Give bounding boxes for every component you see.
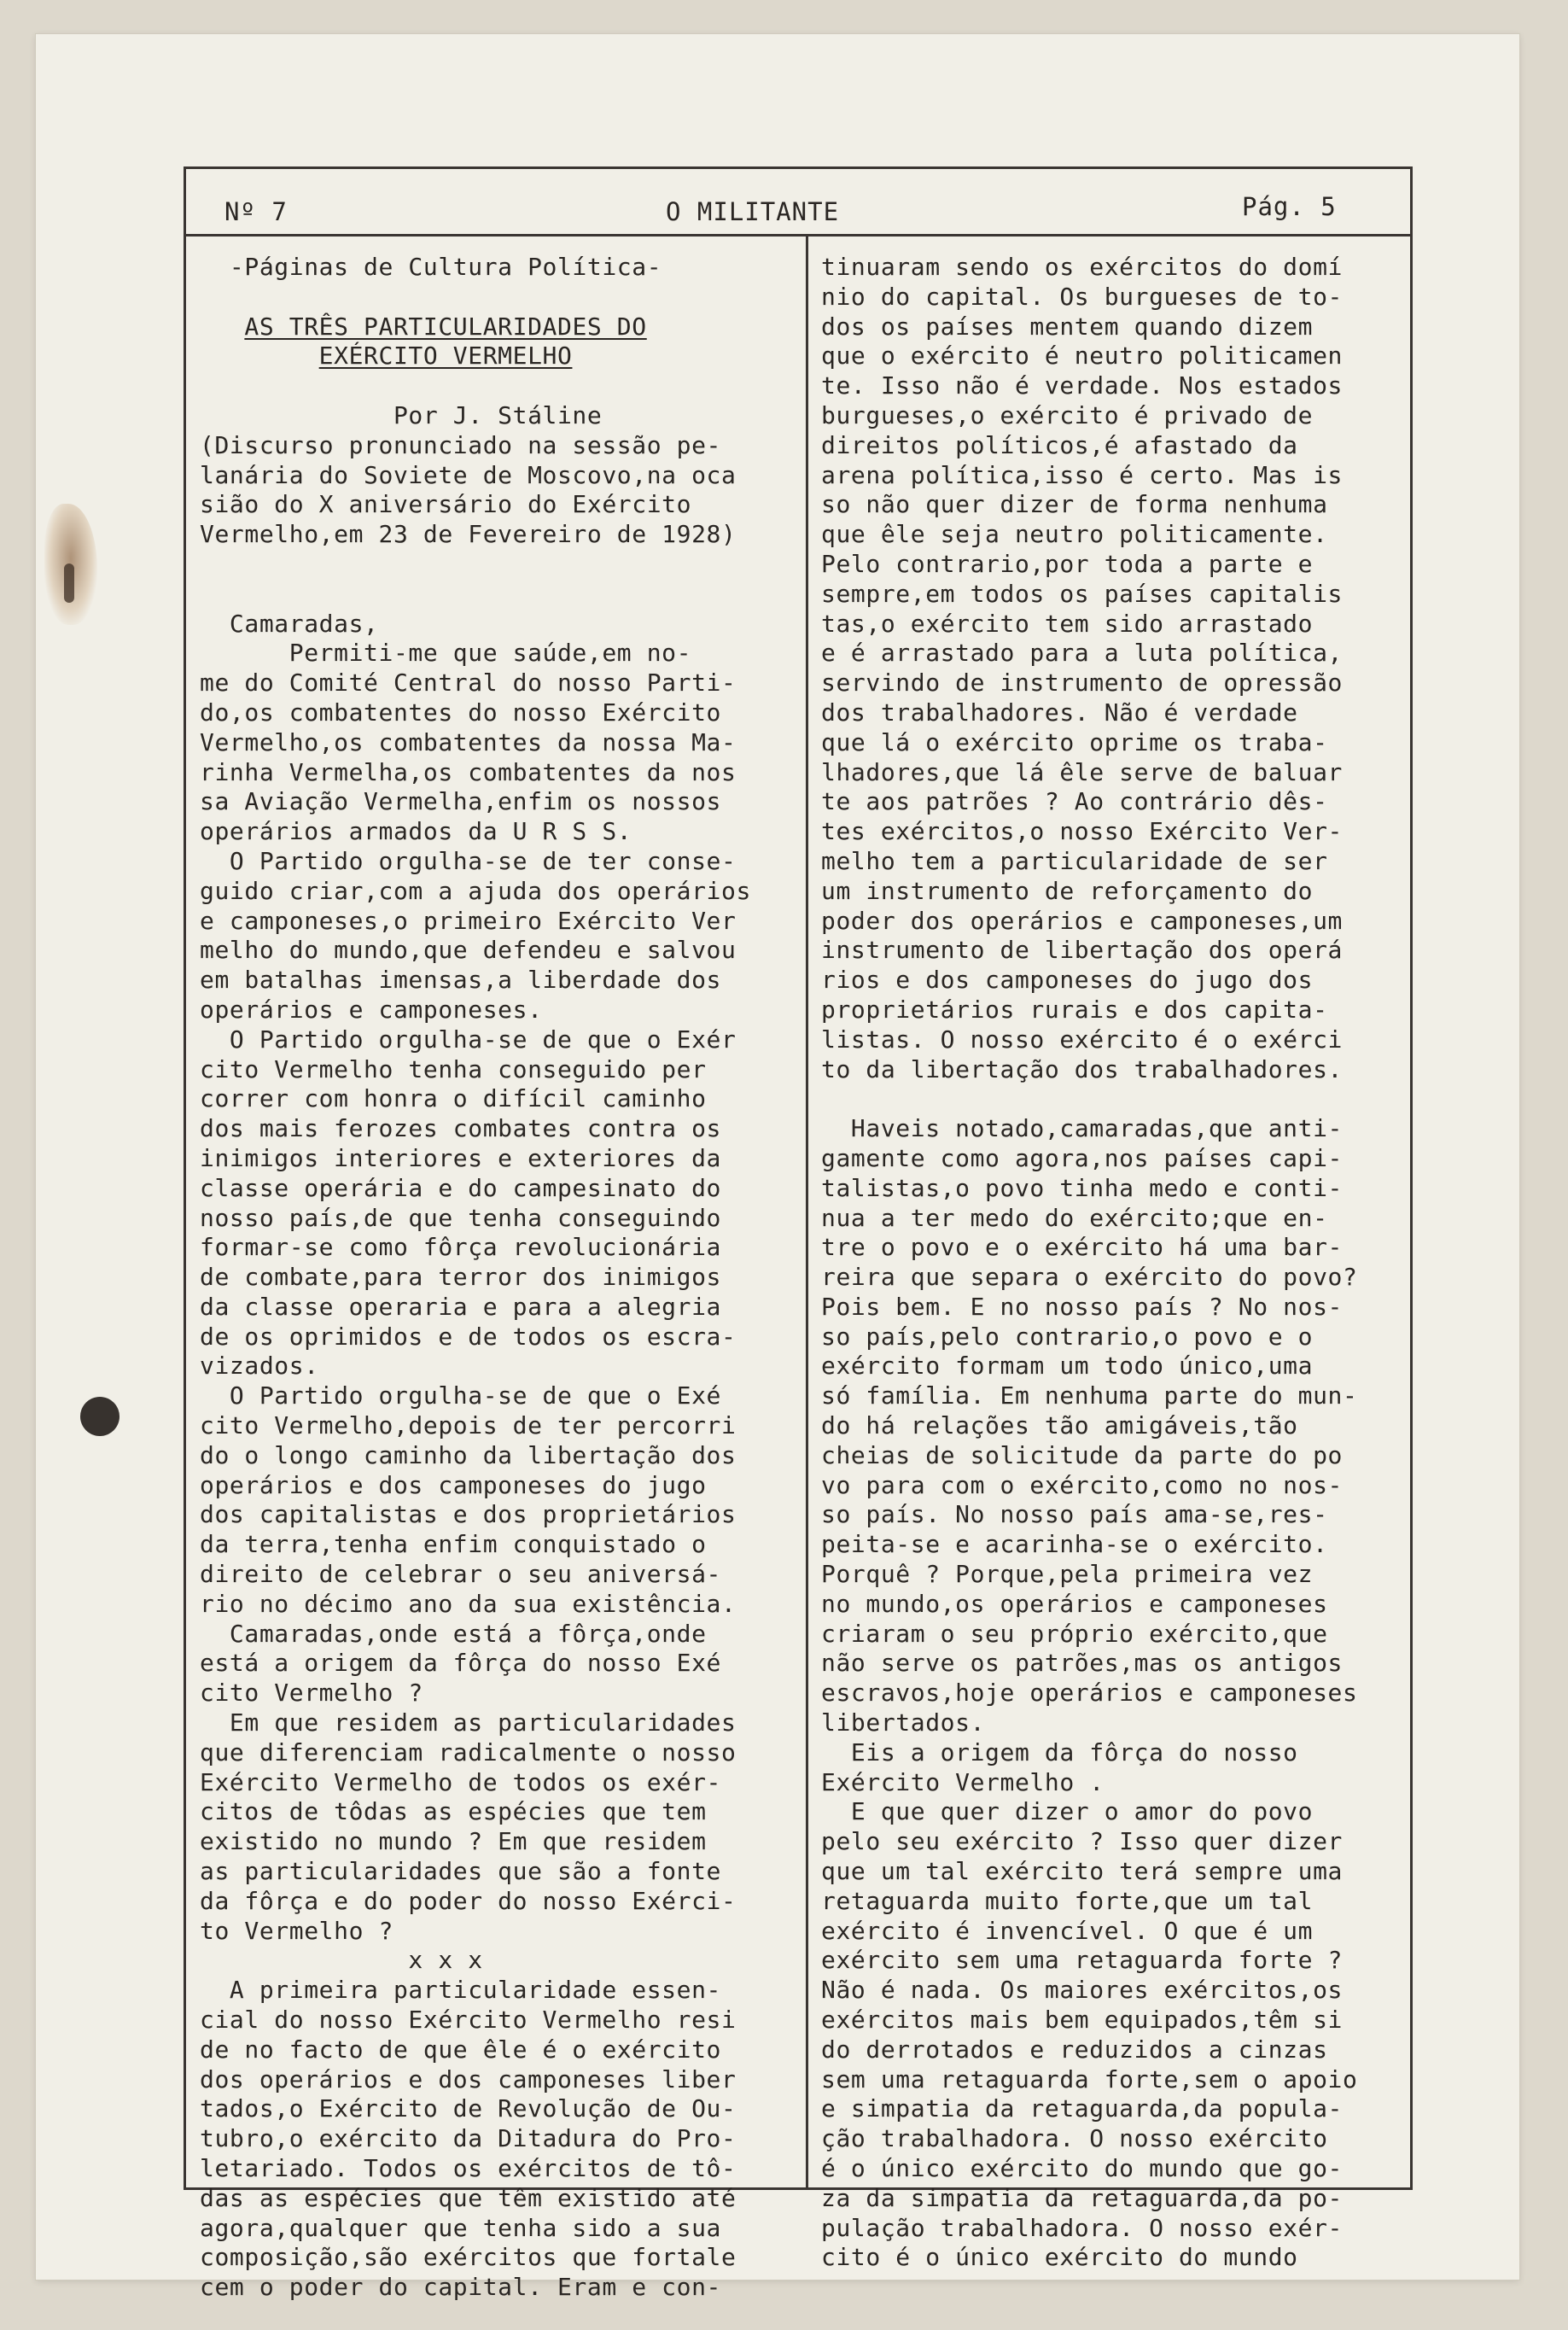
text-line: instrumento de libertação dos operá bbox=[821, 936, 1344, 965]
headline-underlined: EXÉRCITO VERMELHO bbox=[318, 342, 573, 371]
text-line: nosso país,de que tenha conseguindo bbox=[200, 1203, 722, 1232]
punch-hole bbox=[80, 1397, 119, 1436]
text-line: sempre,em todos os países capitalis bbox=[821, 579, 1344, 608]
text-line: sem uma retaguarda forte,sem o apoio bbox=[821, 2064, 1358, 2093]
text-line: que diferenciam radicalmente o nosso bbox=[200, 1737, 737, 1766]
text-line: so não quer dizer de forma nenhuma bbox=[821, 490, 1328, 519]
text-line: O Partido orgulha-se de que o Exér bbox=[200, 1025, 737, 1054]
text-line bbox=[821, 1084, 1410, 1114]
text-line: dos operários e dos camponeses liber bbox=[200, 2064, 737, 2093]
text-line: cem o poder do capital. Eram e con- bbox=[200, 2273, 722, 2302]
text-line: Vermelho,em 23 de Fevereiro de 1928) bbox=[200, 520, 737, 549]
text-line: só família. Em nenhuma parte do mun- bbox=[821, 1381, 1358, 1410]
text-line: nua a ter medo do exército;que en- bbox=[821, 1203, 1328, 1232]
text-line: to da libertação dos trabalhadores. bbox=[821, 1054, 1344, 1083]
text-line: exército é invencível. O que é um bbox=[821, 1916, 1314, 1945]
text-line: to Vermelho ? bbox=[200, 1916, 393, 1945]
rust-mark bbox=[64, 564, 74, 603]
text-line: E que quer dizer o amor do povo bbox=[821, 1797, 1314, 1826]
text-line: da fôrça e do poder do nosso Exérci- bbox=[200, 1886, 737, 1915]
text-line: Haveis notado,camaradas,que anti- bbox=[821, 1114, 1344, 1143]
text-line: rinha Vermelha,os combatentes da nos bbox=[200, 757, 737, 786]
text-line: escravos,hoje operários e camponeses bbox=[821, 1679, 1358, 1708]
text-line: das as espécies que têm existido até bbox=[200, 2183, 737, 2212]
text-line: está a origem da fôrça do nosso Exé bbox=[200, 1649, 722, 1678]
text-line: tados,o Exército de Revolução de Ou- bbox=[200, 2094, 737, 2123]
text-line: reira que separa o exército do povo? bbox=[821, 1263, 1358, 1292]
text-line: dos os países mentem quando dizem bbox=[821, 312, 1314, 341]
text-line: dos capitalistas e dos proprietários bbox=[200, 1500, 737, 1529]
text-line: e simpatia da retaguarda,da popula- bbox=[821, 2094, 1344, 2123]
text-line: za da simpatia da retaguarda,da po- bbox=[821, 2183, 1344, 2212]
text-line: cial do nosso Exército Vermelho resi bbox=[200, 2006, 737, 2035]
text-line: operários e camponeses. bbox=[200, 995, 543, 1024]
text-line: tubro,o exército da Ditadura do Pro- bbox=[200, 2124, 737, 2153]
text-line: no mundo,os operários e camponeses bbox=[821, 1589, 1328, 1618]
text-line: Exército Vermelho . bbox=[821, 1767, 1105, 1796]
text-line: Pois bem. E no nosso país ? No nos- bbox=[821, 1292, 1344, 1321]
text-line: um instrumento de reforçamento do bbox=[821, 876, 1314, 905]
text-line: direitos políticos,é afastado da bbox=[821, 430, 1298, 459]
text-line: que êle seja neutro politicamente. bbox=[821, 520, 1328, 549]
text-line: lhadores,que lá êle serve de baluar bbox=[821, 757, 1344, 786]
text-line: te aos patrões ? Ao contrário dês- bbox=[821, 787, 1328, 816]
text-line: servindo de instrumento de opressão bbox=[821, 669, 1344, 698]
text-line: rios e dos camponeses do jugo dos bbox=[821, 966, 1314, 995]
text-line bbox=[200, 312, 804, 342]
text-line: não serve os patrões,mas os antigos bbox=[821, 1649, 1344, 1678]
text-line: as particularidades que são a fonte bbox=[200, 1857, 722, 1886]
text-line: libertados. bbox=[821, 1708, 986, 1737]
text-line: A primeira particularidade essen- bbox=[200, 1976, 722, 2005]
text-line: -Páginas de Cultura Política- bbox=[200, 253, 662, 281]
text-line: classe operária e do campesinato do bbox=[200, 1173, 722, 1202]
text-line: vizados. bbox=[200, 1352, 319, 1381]
text-line: melho tem a particularidade de ser bbox=[821, 846, 1328, 875]
text-line: Permiti-me que saúde,em no- bbox=[200, 639, 692, 668]
text-line: ção trabalhadora. O nosso exército bbox=[821, 2124, 1328, 2153]
text-line: do derrotados e reduzidos a cinzas bbox=[821, 2035, 1328, 2064]
text-line: exércitos mais bem equipados,têm si bbox=[821, 2006, 1344, 2035]
text-line: em batalhas imensas,a liberdade dos bbox=[200, 966, 722, 995]
text-line: Pelo contrario,por toda a parte e bbox=[821, 549, 1314, 578]
right-column bbox=[821, 253, 1410, 2273]
text-line: tas,o exército tem sido arrastado bbox=[821, 609, 1314, 638]
text-line bbox=[200, 550, 804, 580]
text-line: Eis a origem da fôrça do nosso bbox=[821, 1737, 1298, 1766]
text-line: composição,são exércitos que fortale bbox=[200, 2243, 737, 2272]
text-line: me do Comité Central do nosso Parti- bbox=[200, 669, 737, 698]
text-line: melho do mundo,que defendeu e salvou bbox=[200, 936, 737, 965]
text-line: cito Vermelho,depois de ter percorri bbox=[200, 1411, 737, 1440]
text-line bbox=[200, 580, 804, 610]
text-line: Vermelho,os combatentes da nossa Ma- bbox=[200, 727, 737, 756]
text-line: Exército Vermelho de todos os exér- bbox=[200, 1767, 722, 1796]
text-line: sião do X aniversário do Exército bbox=[200, 490, 692, 519]
text-line: que um tal exército terá sempre uma bbox=[821, 1857, 1344, 1886]
text-line bbox=[200, 342, 804, 371]
text-line: (Discurso pronunciado na sessão pe- bbox=[200, 430, 722, 459]
text-line: listas. O nosso exército é o exérci bbox=[821, 1025, 1344, 1054]
text-line: que o exército é neutro politicamen bbox=[821, 342, 1344, 371]
text-line: correr com honra o difícil caminho bbox=[200, 1084, 707, 1113]
text-line: agora,qualquer que tenha sido a sua bbox=[200, 2213, 722, 2242]
text-line: poder dos operários e camponeses,um bbox=[821, 906, 1344, 935]
text-line: proprietários rurais e dos capita- bbox=[821, 995, 1328, 1024]
text-line: exército formam um todo único,uma bbox=[821, 1352, 1314, 1381]
text-line: é o único exército do mundo que go- bbox=[821, 2154, 1344, 2182]
text-line: lanária do Soviete de Moscovo,na oca bbox=[200, 460, 737, 489]
text-line: vo para com o exército,como no nos- bbox=[821, 1470, 1344, 1499]
page-header bbox=[184, 166, 1413, 237]
text-line: do o longo caminho da libertação dos bbox=[200, 1440, 737, 1469]
text-line: citos de tôdas as espécies que tem bbox=[200, 1797, 707, 1826]
text-line: rio no décimo ano da sua existência. bbox=[200, 1589, 737, 1618]
page-number: Pág. 5 bbox=[1242, 192, 1337, 221]
text-line: talistas,o povo tinha medo e conti- bbox=[821, 1173, 1344, 1202]
text-line: tes exércitos,o nosso Exército Ver- bbox=[821, 817, 1344, 846]
text-line: cheias de solicitude da parte do po bbox=[821, 1440, 1344, 1469]
text-line: tinuaram sendo os exércitos do domí bbox=[821, 253, 1344, 281]
text-line bbox=[200, 371, 804, 401]
text-line: sa Aviação Vermelha,enfim os nossos bbox=[200, 787, 722, 816]
text-line: Por J. Stáline bbox=[200, 400, 603, 429]
text-line: formar-se como fôrça revolucionária bbox=[200, 1233, 722, 1262]
text-line: e é arrastado para a luta política, bbox=[821, 639, 1344, 668]
text-line: nio do capital. Os burgueses de to- bbox=[821, 282, 1344, 311]
text-line: retaguarda muito forte,que um tal bbox=[821, 1886, 1314, 1915]
text-line: so país. No nosso país ama-se,res- bbox=[821, 1500, 1328, 1529]
text-line: de no facto de que êle é o exército bbox=[200, 2035, 722, 2064]
text-line: te. Isso não é verdade. Nos estados bbox=[821, 371, 1344, 400]
text-line: x x x bbox=[200, 1946, 483, 1975]
text-line: pulação trabalhadora. O nosso exér- bbox=[821, 2213, 1344, 2242]
text-line: de combate,para terror dos inimigos bbox=[200, 1263, 722, 1292]
column-divider bbox=[806, 236, 808, 2190]
text-line: direito de celebrar o seu aniversá- bbox=[200, 1560, 722, 1589]
text-line: cito Vermelho tenha conseguido per bbox=[200, 1054, 707, 1083]
text-line: Porquê ? Porque,pela primeira vez bbox=[821, 1560, 1314, 1589]
text-line: Em que residem as particularidades bbox=[200, 1708, 737, 1737]
text-line: letariado. Todos os exércitos de tô- bbox=[200, 2154, 737, 2182]
text-line: da terra,tenha enfim conquistado o bbox=[200, 1530, 707, 1559]
text-line: de os oprimidos e de todos os escra- bbox=[200, 1322, 737, 1351]
text-line: O Partido orgulha-se de ter conse- bbox=[200, 846, 737, 875]
text-line: que lá o exército oprime os traba- bbox=[821, 727, 1328, 756]
text-line: pelo seu exército ? Isso quer dizer bbox=[821, 1827, 1344, 1856]
text-line: Camaradas,onde está a fôrça,onde bbox=[200, 1619, 707, 1648]
text-line: cito é o único exército do mundo bbox=[821, 2243, 1298, 2272]
text-line: do há relações tão amigáveis,tão bbox=[821, 1411, 1298, 1440]
text-line: exército sem uma retaguarda forte ? bbox=[821, 1946, 1344, 1975]
text-line: dos trabalhadores. Não é verdade bbox=[821, 698, 1298, 727]
text-line: arena política,isso é certo. Mas is bbox=[821, 460, 1344, 489]
text-line: gamente como agora,nos países capi- bbox=[821, 1143, 1344, 1172]
text-line: cito Vermelho ? bbox=[200, 1679, 423, 1708]
text-line: inimigos interiores e exteriores da bbox=[200, 1143, 722, 1172]
left-column bbox=[200, 253, 804, 2303]
text-line: O Partido orgulha-se de que o Exé bbox=[200, 1381, 722, 1410]
text-line: Não é nada. Os maiores exércitos,os bbox=[821, 1976, 1344, 2005]
headline-underlined: AS TRÊS PARTICULARIDADES DO bbox=[244, 312, 647, 341]
text-line: criaram o seu próprio exército,que bbox=[821, 1619, 1328, 1648]
text-line: da classe operaria e para a alegria bbox=[200, 1292, 722, 1321]
text-line: dos mais ferozes combates contra os bbox=[200, 1114, 722, 1143]
text-line: e camponeses,o primeiro Exército Ver bbox=[200, 906, 737, 935]
text-line: existido no mundo ? Em que residem bbox=[200, 1827, 707, 1856]
text-line bbox=[200, 283, 804, 312]
text-line: so país,pelo contrario,o povo e o bbox=[821, 1322, 1314, 1351]
text-line: tre o povo e o exército há uma bar- bbox=[821, 1233, 1344, 1262]
text-line: operários e dos camponeses do jugo bbox=[200, 1470, 707, 1499]
text-line: guido criar,com a ajuda dos operários bbox=[200, 876, 751, 905]
issue-number: Nº 7 bbox=[224, 197, 288, 226]
text-line: operários armados da U R S S. bbox=[200, 817, 632, 846]
text-line: peita-se e acarinha-se o exército. bbox=[821, 1530, 1328, 1559]
publication-title: O MILITANTE bbox=[666, 197, 840, 226]
text-line: do,os combatentes do nosso Exército bbox=[200, 698, 722, 727]
text-line: burgueses,o exército é privado de bbox=[821, 400, 1314, 429]
text-line: Camaradas, bbox=[200, 609, 379, 638]
